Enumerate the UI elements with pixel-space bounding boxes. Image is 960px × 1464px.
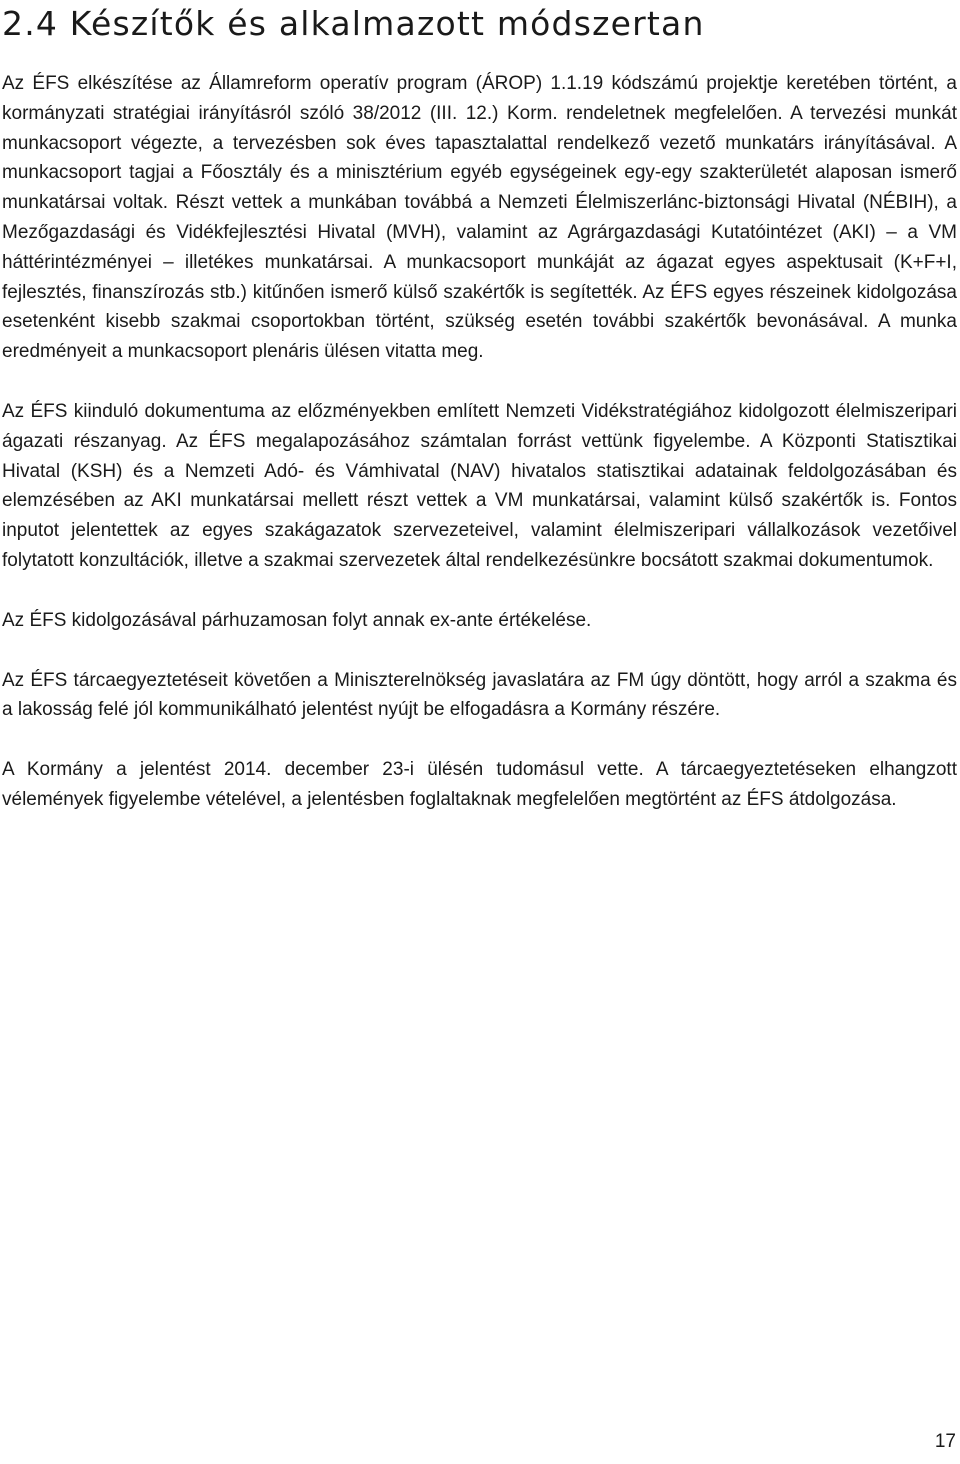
paragraph-government: A Kormány a jelentést 2014. december 23-i ülésén tudomásul vette. A tárcaegyeztetéseken elhangzott vélemények figyelembe vételével, a jelentésben foglaltaknak megfelelően megtörtént az ÉFS átdolgozása. (2, 759, 957, 810)
paragraph-sources: Az ÉFS kiinduló dokumentuma az előzményekben említett Nemzeti Vidékstratégiához kidolgozott élelmiszeripari ágazati részanyag. Az ÉFS megalapozásához számtalan forrást vettünk figyelembe. A Központi Statisztikai Hivatal (KSH) és a Nemzeti Adó- és Vámhivatal (NAV) hivatalos statisztikai adatainak feldolgozásában és elemzésében az AKI munkatársai mellett részt vettek a VM munkatársai, valamint külső szakértők is. Fontos inputot jelentettek az egyes szakágazatok szervezeteivel, valamint élelmiszeripari vállalkozások vezetőivel folytatott konzultációk, illetve a szakmai szervezetek által rendelkezésünkre bocsátott szakmai dokumentumok. (2, 400, 957, 571)
paragraph-ex-ante: Az ÉFS kidolgozásával párhuzamosan folyt annak ex-ante értékelése. (2, 609, 592, 631)
paragraph-preparation: Az ÉFS elkészítése az Államreform operatív program (ÁROP) 1.1.19 kódszámú projektje keretében történt, a kormányzati stratégiai irányításról szóló 38/2012 (III. 12.) Korm. rendeletnek megfelelően. A tervezési munkát munkacsoport végezte, a tervezésben sok éves tapasztalattal rendelkező vezető munkatárs irányításával. A munkacsoport tagjai a Főosztály és a minisztérium egyéb egységeinek egy-egy szakterületét alaposan ismerő munkatársai voltak. Részt vettek a munkában továbbá a Nemzeti Élelmiszerlánc-biztonsági Hivatal (NÉBIH), a Mezőgazdasági és Vidékfejlesztési Hivatal (MVH), valamint az Agrárgazdasági Kutatóintézet (AKI) – a VM háttérintézményei – illetékes munkatársai. A munkacsoport munkáját az ágazat egyes aspektusait (K+F+I, fejlesztés, finanszírozás stb.) kitűnően ismerő külső szakértők is segítették. Az ÉFS egyes részeinek kidolgozása esetenként kisebb szakmai csoportokban történt, szükség esetén további szakértők bevonásával. A munka eredményeit a munkacsoport plenáris ülésen vitatta meg. (2, 73, 957, 363)
paragraph-consultation: Az ÉFS tárcaegyeztetéseit követően a Miniszterelnökség javaslatára az FM úgy döntött, hogy arról a szakma és a lakosság felé jól kommunikálható jelentést nyújt be elfogadásra a Kormány részére. (2, 669, 957, 721)
page-number: 17 (934, 1431, 956, 1452)
section-heading: 2.4 Készítők és alkalmazott módszertan (2, 4, 705, 43)
document-page (2, 0, 957, 815)
